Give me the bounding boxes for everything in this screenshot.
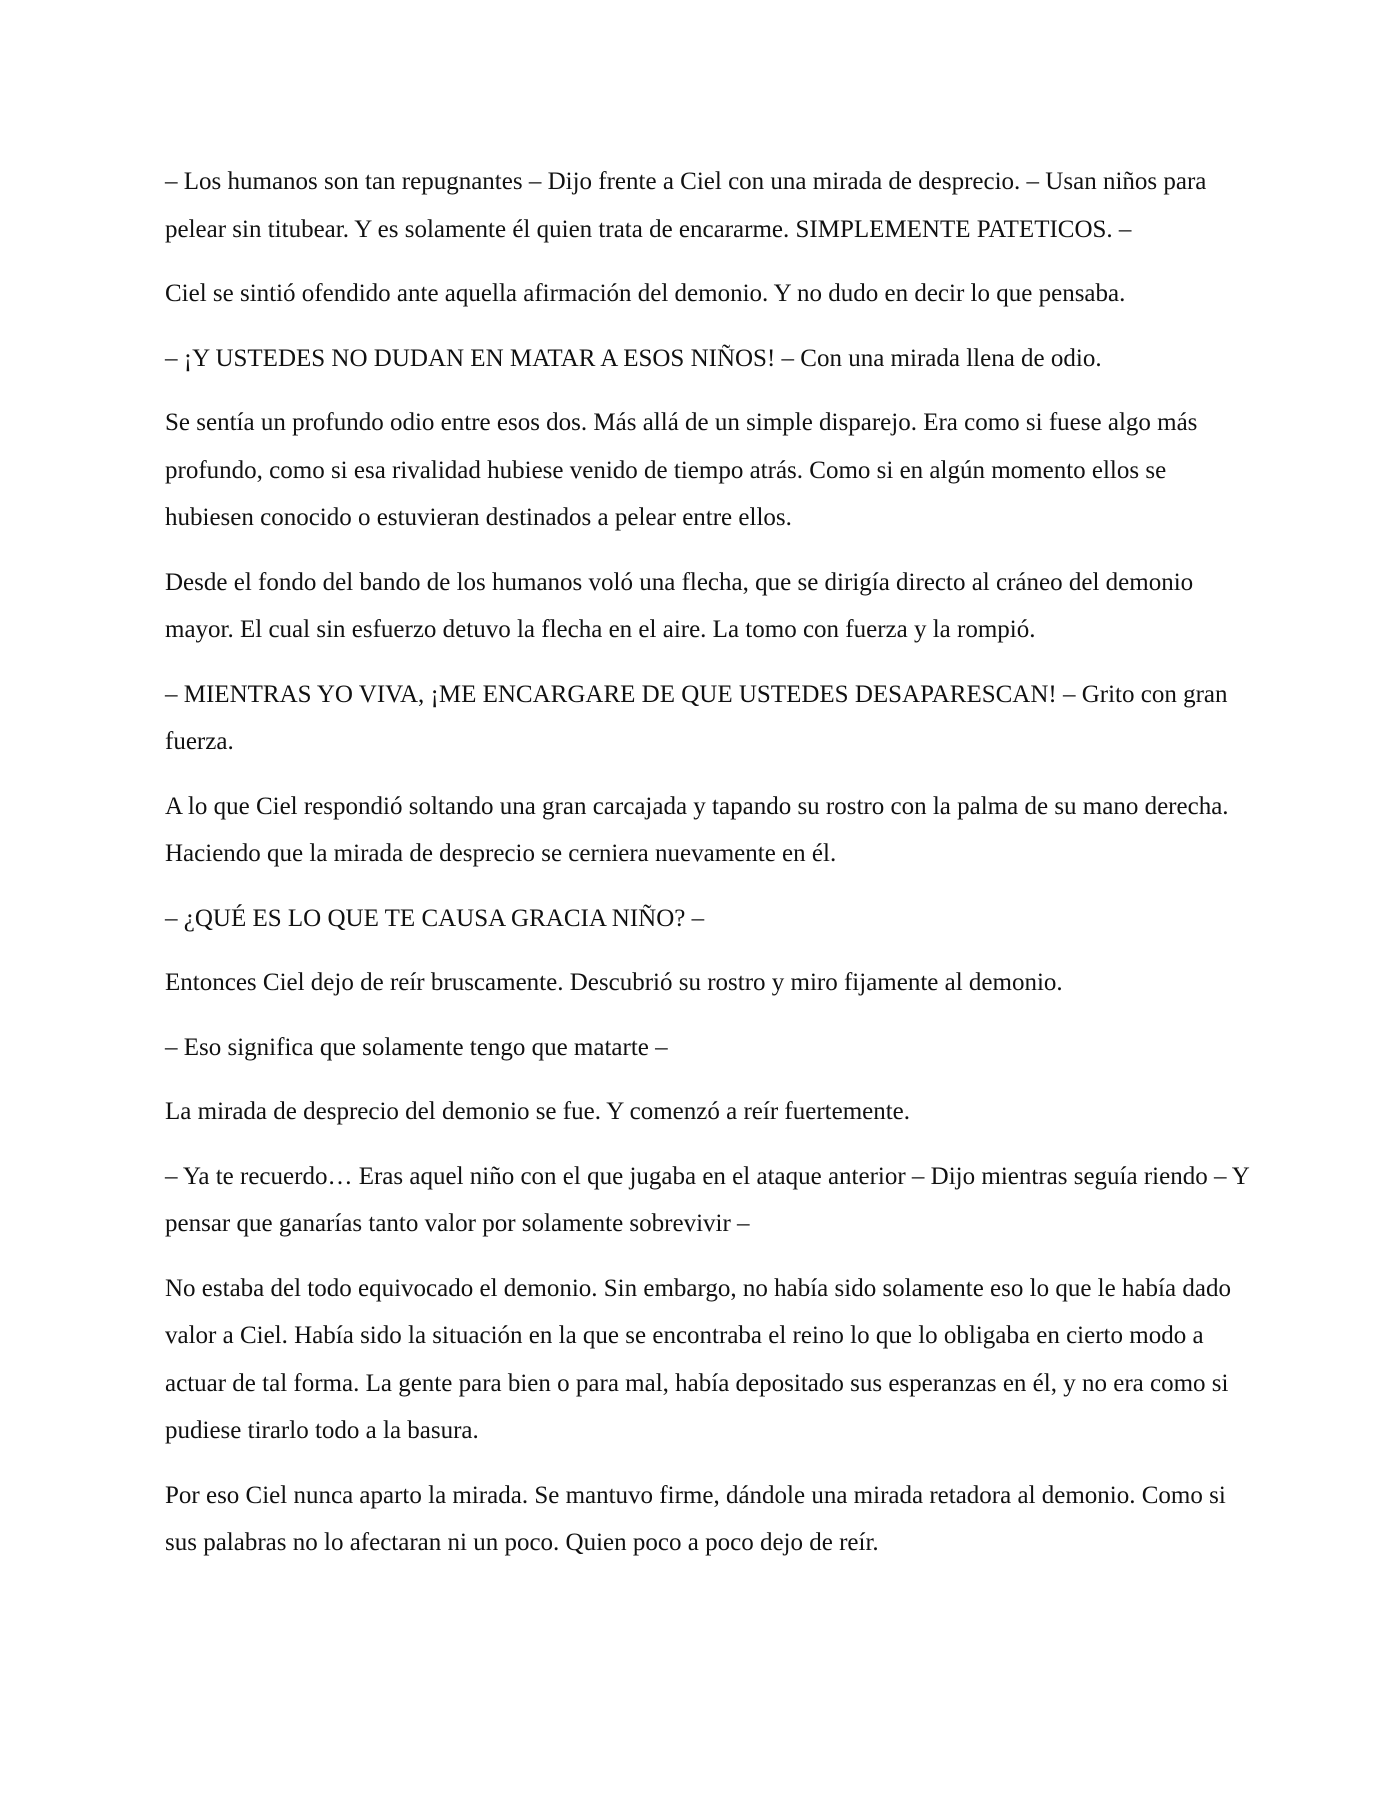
paragraph-10: – Eso significa que solamente tengo que matarte – [165,1033,668,1061]
paragraph-11: La mirada de desprecio del demonio se fue. Y comenzó a reír fuertemente. [165,1098,911,1125]
paragraph-8: – ¿QUÉ ES LO QUE TE CAUSA GRACIA NIÑO? – [165,904,705,932]
paragraph-12: – Ya te recuerdo… Eras aquel niño con el que jugaba en el ataque anterior – Dijo mientras seguía riendo – Y pensar que ganarías tanto valor por solamente sobrevivir – [165,1162,1249,1237]
paragraph-13: No estaba del todo equivocado el demonio. Sin embargo, no había sido solamente eso lo que le había dado valor a Ciel. Había sido la situación en la que se encontraba el reino lo que lo obligaba en cierto modo a actuar de tal forma. La gente para bien o para mal, había depositado sus esperanzas en él, y no era como si pudiese tirarlo todo a la basura. [165,1274,1231,1444]
paragraph-3: – ¡Y USTEDES NO DUDAN EN MATAR A ESOS NIÑOS! – Con una mirada llena de odio. [165,344,1102,372]
paragraph-6: – MIENTRAS YO VIVA, ¡ME ENCARGARE DE QUE USTEDES DESAPARESCAN! – Grito con gran fuerza. [165,680,1228,755]
paragraph-7: A lo que Ciel respondió soltando una gran carcajada y tapando su rostro con la palma de su mano derecha. Haciendo que la mirada de desprecio se cerniera nuevamente en él. [165,792,1229,867]
paragraph-2: Ciel se sintió ofendido ante aquella afirmación del demonio. Y no dudo en decir lo que pensaba. [165,280,1126,307]
paragraph-9: Entonces Ciel dejo de reír bruscamente. Descubrió su rostro y miro fijamente al demonio. [165,969,1063,996]
paragraph-14: Por eso Ciel nunca aparto la mirada. Se mantuvo firme, dándole una mirada retadora al demonio. Como si sus palabras no lo afectaran ni un poco. Quien poco a poco dejo de reír. [165,1481,1226,1556]
paragraph-1: – Los humanos son tan repugnantes – Dijo frente a Ciel con una mirada de desprecio. – Usan niños para pelear sin titubear. Y es solamente él quien trata de encararme. SIMPLEMENTE PATETICOS. – [165,168,1207,243]
document-body [165,158,1250,1584]
paragraph-4: Se sentía un profundo odio entre esos dos. Más allá de un simple disparejo. Era como si fuese algo más profundo, como si esa rivalidad hubiese venido de tiempo atrás. Como si en algún momento ellos se hubiesen conocido o estuvieran destinados a pelear entre ellos. [165,409,1198,531]
paragraph-5: Desde el fondo del bando de los humanos voló una flecha, que se dirigía directo al cráneo del demonio mayor. El cual sin esfuerzo detuvo la flecha en el aire. La tomo con fuerza y la rompió. [165,568,1194,643]
